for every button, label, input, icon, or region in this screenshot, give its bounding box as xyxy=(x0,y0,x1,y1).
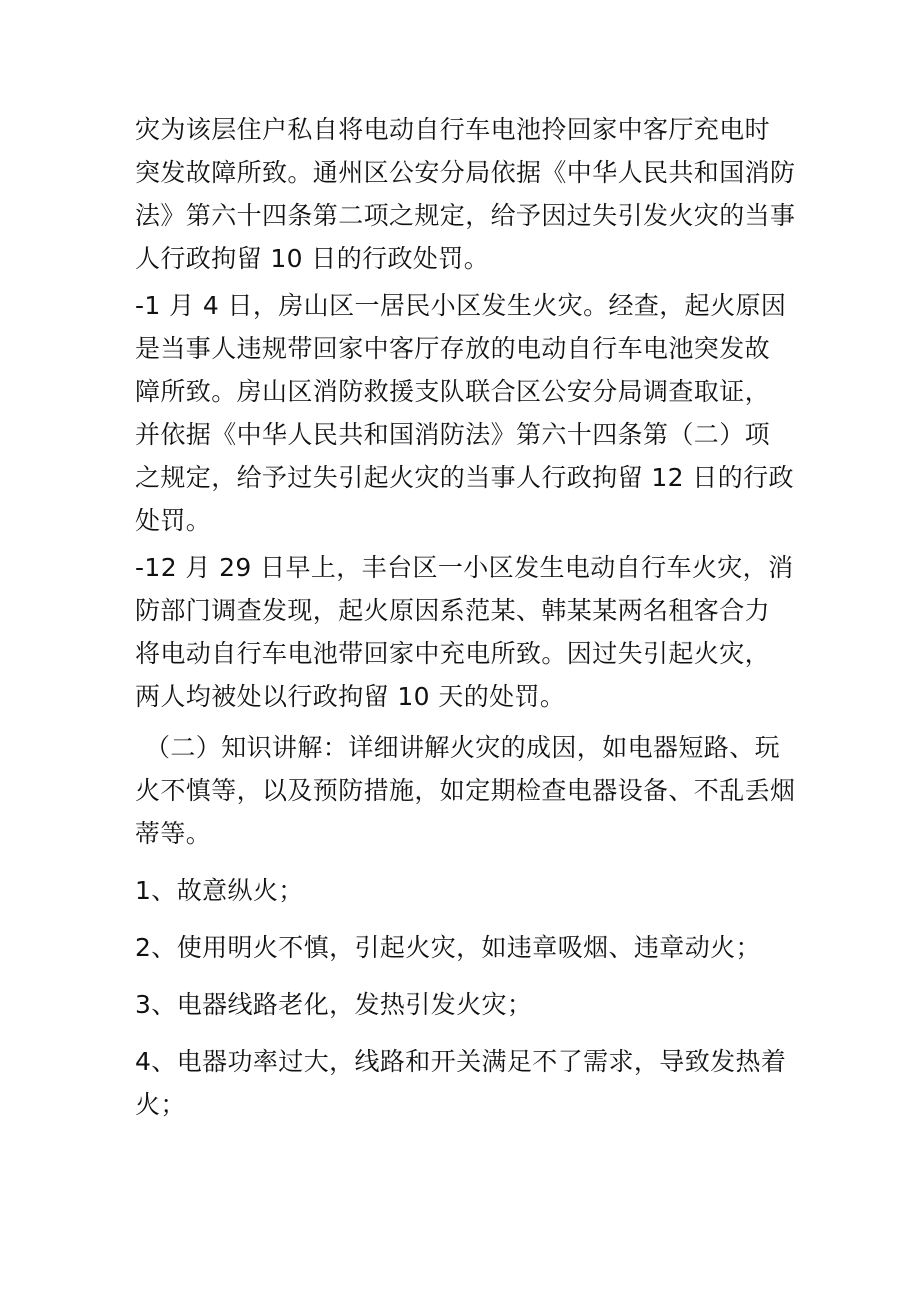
list-item-cause-2 xyxy=(135,926,785,969)
text-line: -12 月 29 日早上，丰台区一小区发生电动自行车火灾，消 xyxy=(135,553,794,582)
paragraph-tongzhou-case xyxy=(135,108,796,280)
document-body xyxy=(135,108,796,1126)
text-line: 并依据《中华人民共和国消防法》第六十四条第（二）项 xyxy=(135,420,771,449)
text-line: 4、电器功率过大，线路和开关满足不了需求，导致发热着 xyxy=(135,1047,787,1076)
paragraph-fengtai-case xyxy=(135,546,794,718)
text-line: 人行政拘留 10 日的行政处罚。 xyxy=(135,244,490,273)
text-line: 灾为该层住户私自将电动自行车电池拎回家中客厅充电时 xyxy=(135,115,771,144)
text-line: 火； xyxy=(135,1090,186,1119)
text-line: 突发故障所致。通州区公安分局依据《中华人民共和国消防 xyxy=(135,158,796,187)
text-line: 将电动自行车电池带回家中充电所致。因过失引起火灾， xyxy=(135,639,771,668)
list-item-cause-4 xyxy=(135,1040,785,1126)
paragraph-fangshan-case xyxy=(135,284,794,542)
text-line: 2、使用明火不慎，引起火灾，如违章吸烟、违章动火； xyxy=(135,933,761,962)
text-line: 火不慎等，以及预防措施，如定期检查电器设备、不乱丢烟 xyxy=(135,776,796,805)
list-item-cause-3 xyxy=(135,983,785,1026)
text-line: （二）知识讲解：详细讲解火灾的成因，如电器短路、玩 xyxy=(145,733,781,762)
text-line: 两人均被处以行政拘留 10 天的处罚。 xyxy=(135,682,566,711)
text-line: 之规定，给予过失引起火灾的当事人行政拘留 12 日的行政 xyxy=(135,463,794,492)
text-line: 3、电器线路老化，发热引发火灾； xyxy=(135,990,533,1019)
text-line: 法》第六十四条第二项之规定，给予因过失引发火灾的当事 xyxy=(135,201,796,230)
paragraph-knowledge-section xyxy=(135,726,796,855)
text-line: 是当事人违规带回家中客厅存放的电动自行车电池突发故 xyxy=(135,334,771,363)
text-line: 蒂等。 xyxy=(135,819,212,848)
list-item-cause-1 xyxy=(135,869,785,912)
text-line: 障所致。房山区消防救援支队联合区公安分局调查取证， xyxy=(135,377,771,406)
text-line: -1 月 4 日，房山区一居民小区发生火灾。经查，起火原因 xyxy=(135,291,787,320)
text-line: 1、故意纵火； xyxy=(135,876,304,905)
text-line: 处罚。 xyxy=(135,506,212,535)
text-line: 防部门调查发现，起火原因系范某、韩某某两名租客合力 xyxy=(135,596,771,625)
